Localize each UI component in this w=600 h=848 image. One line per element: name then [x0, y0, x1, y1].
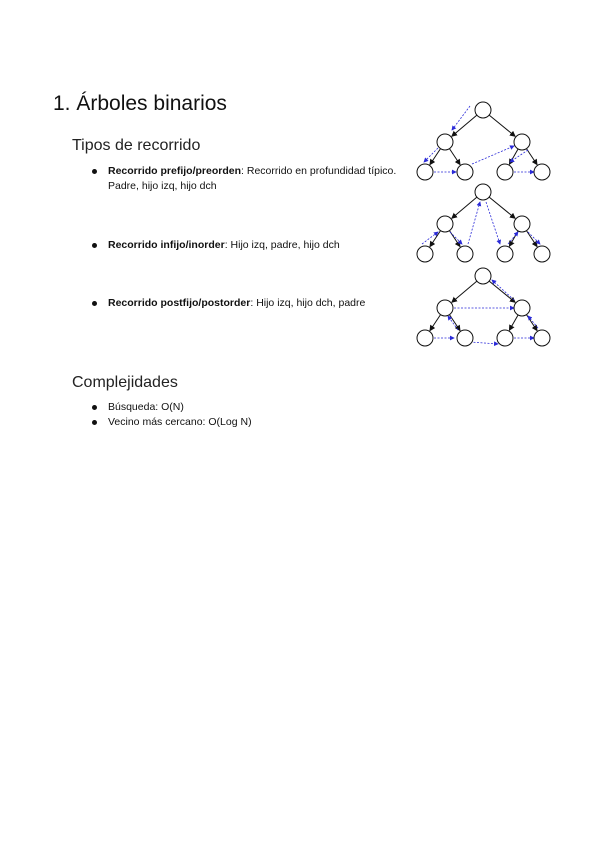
tree-edge	[452, 197, 477, 218]
tree-node	[514, 300, 530, 316]
tree-node	[417, 164, 433, 180]
tree-node	[497, 246, 513, 262]
traversal-arrow	[470, 342, 498, 344]
tree-node	[514, 216, 530, 232]
inorder-desc: Hijo izq, padre, hijo dch	[230, 239, 340, 251]
list-item-inorder	[92, 238, 408, 253]
inorder-sep: :	[224, 239, 231, 251]
inorder-term: Recorrido infijo/inorder	[108, 239, 225, 251]
preorder-desc: Recorrido en profundidad típico. Padre, hijo izq, hijo dch	[108, 165, 397, 192]
tree-node	[457, 246, 473, 262]
traversal-arrow	[492, 280, 514, 300]
tree-node	[457, 164, 473, 180]
tree-edge	[509, 231, 518, 246]
tree-edge	[509, 315, 518, 330]
tree-node	[534, 164, 550, 180]
inorder-tree-svg	[410, 180, 560, 270]
traversal-arrow	[452, 106, 470, 130]
tree-edge	[430, 315, 441, 331]
complexities-title: Complejidades	[72, 374, 178, 391]
list-item-nearest	[92, 415, 408, 430]
postorder-sep: :	[250, 297, 257, 309]
search-complexity: Búsqueda: O(N)	[108, 401, 184, 413]
tree-node	[437, 300, 453, 316]
traversal-arrow	[528, 316, 538, 328]
tree-edge	[489, 197, 515, 218]
tree-node	[497, 330, 513, 346]
list-item-postorder	[92, 296, 408, 311]
tree-edge	[449, 149, 460, 165]
traversal-arrow	[472, 146, 514, 164]
postorder-term: Recorrido postfijo/postorder	[108, 297, 251, 309]
preorder-tree-svg	[410, 98, 560, 188]
tree-edge	[526, 231, 537, 247]
tree-node	[417, 246, 433, 262]
preorder-tree-diagram	[410, 98, 560, 188]
traversal-arrow	[468, 202, 480, 244]
preorder-sep: :	[241, 165, 247, 177]
tree-node	[475, 268, 491, 284]
traversal-arrow	[486, 202, 500, 244]
tree-node	[497, 164, 513, 180]
tree-edge	[489, 281, 515, 302]
traversal-arrow	[510, 150, 528, 162]
tree-edge	[526, 315, 537, 331]
postorder-desc: Hijo izq, hijo dch, padre	[256, 297, 366, 309]
tree-node	[475, 184, 491, 200]
tree-node	[437, 216, 453, 232]
traversal-arrow	[448, 316, 458, 330]
list-item-search	[92, 400, 408, 415]
inorder-tree-diagram	[410, 180, 560, 270]
tree-node	[417, 330, 433, 346]
tree-node	[514, 134, 530, 150]
postorder-tree-diagram	[410, 264, 560, 354]
tree-edge	[430, 231, 441, 247]
list-item-preorder	[92, 164, 408, 194]
tree-edge	[509, 149, 518, 164]
tree-node	[457, 330, 473, 346]
preorder-term: Recorrido prefijo/preorden	[108, 165, 242, 177]
tree-edge	[526, 149, 537, 165]
postorder-tree-svg	[410, 264, 560, 354]
tree-edge	[452, 115, 477, 136]
tree-edge	[449, 315, 460, 331]
tree-node	[475, 102, 491, 118]
traversal-types-title: Tipos de recorrido	[72, 137, 201, 154]
tree-edge	[452, 281, 477, 302]
tree-node	[534, 330, 550, 346]
tree-node	[534, 246, 550, 262]
section-heading: 1. Árboles binarios	[53, 92, 227, 115]
tree-edge	[489, 115, 515, 136]
tree-node	[437, 134, 453, 150]
nearest-neighbor-complexity: Vecino más cercano: O(Log N)	[108, 416, 252, 428]
